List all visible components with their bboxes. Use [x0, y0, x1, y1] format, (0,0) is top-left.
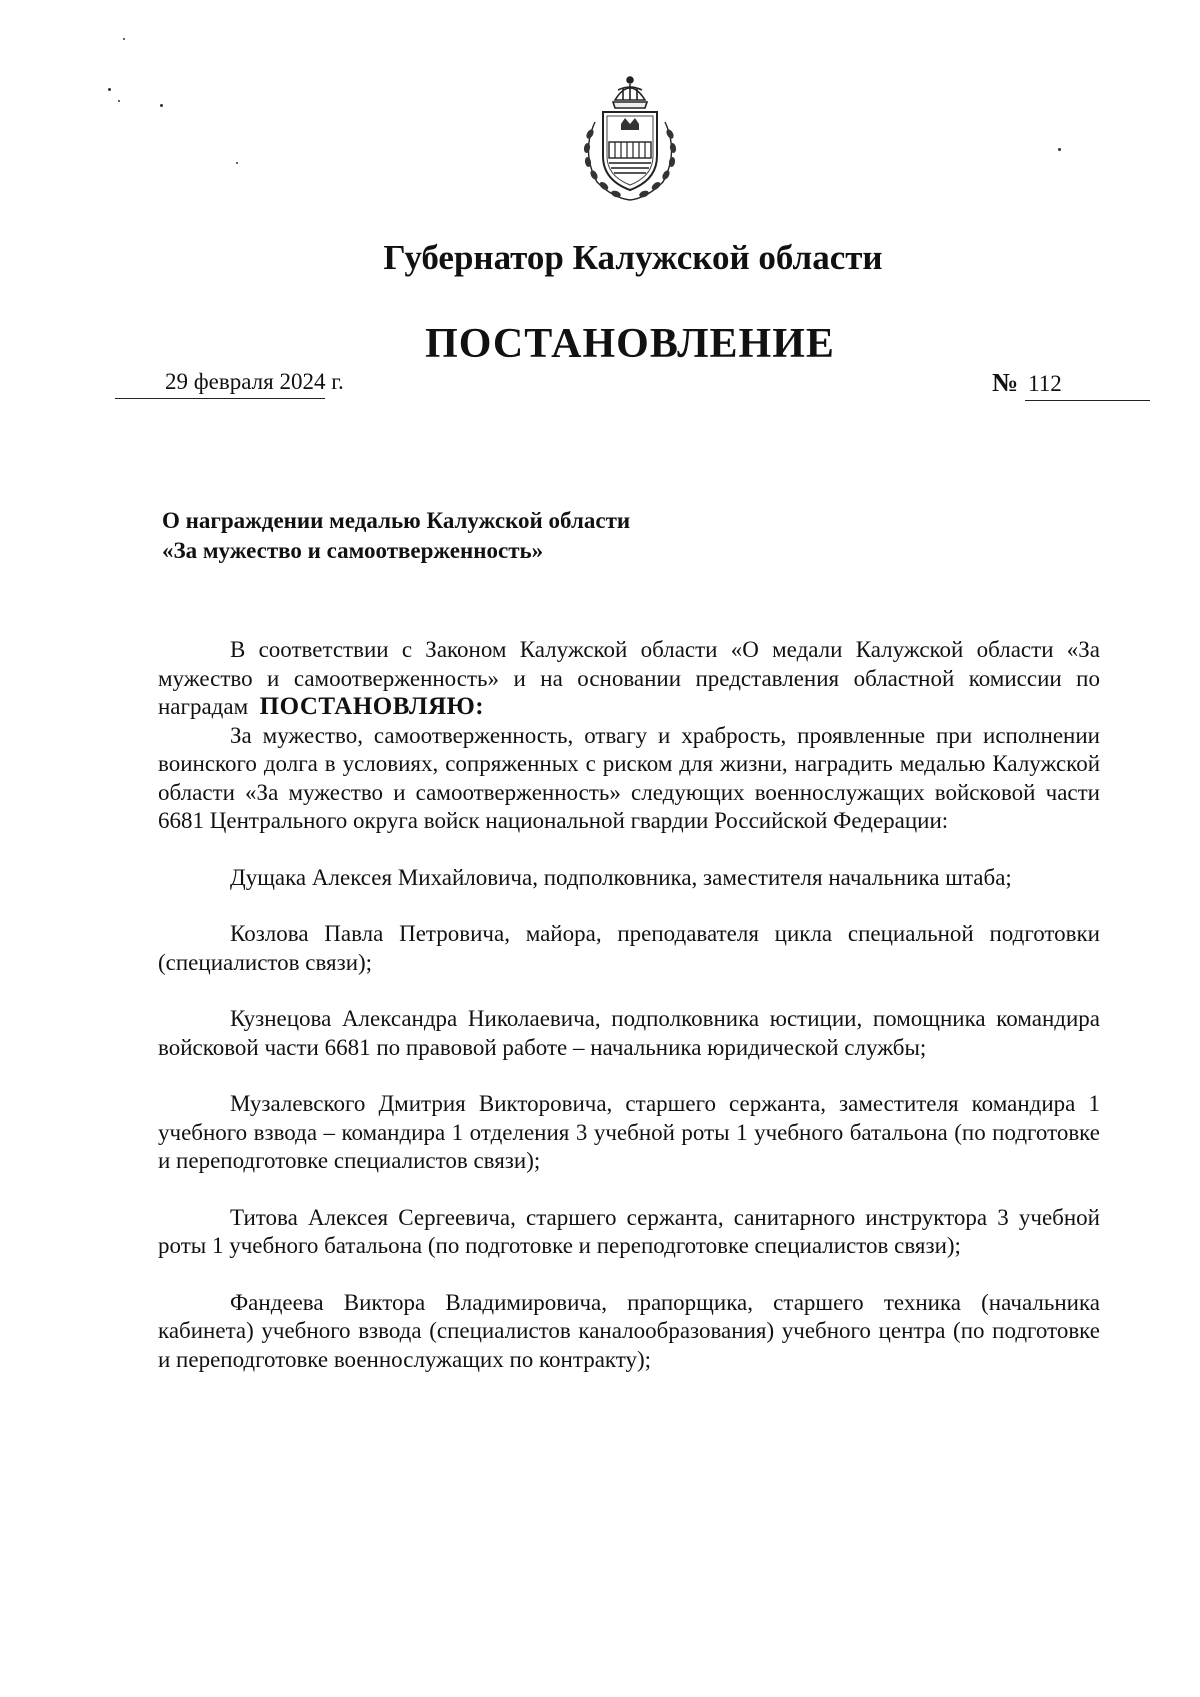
document-date: 29 февраля 2024 г.	[165, 369, 344, 394]
preamble-text: В соответствии с Законом Калужской области «О медали Калужской области «За мужество и самоотверженность» и на основании представления областной комиссии по наградам	[158, 637, 1100, 719]
award-intro-paragraph: За мужество, самоотверженность, отвагу и храбрость, проявленные при исполнении воинского долга в условиях, сопряженных с риском для жизни, наградить медалью Калужской области «За мужество и самоотверженность» следующих военнослужащих войсковой части 6681 Центрального округа войск национальной гвардии Российской Федерации:	[158, 722, 1100, 833]
document-type-title: ПОСТАНОВЛЕНИЕ	[425, 321, 835, 367]
awardee-item: Фандеева Виктора Владимировича, прапорщика, старшего техника (начальника кабинета) учебного взвода (специалистов каналообразования) учебного центра (по подготовке и переподготовке военнослужащих по контракту);	[158, 1289, 1100, 1372]
subject-line-2: «За мужество и самоотверженность»	[162, 538, 544, 563]
document-subject	[162, 506, 630, 566]
document-number: 112	[1028, 371, 1062, 396]
scan-speck	[118, 100, 120, 102]
awardee-item: Титова Алексея Сергеевича, старшего сержанта, санитарного инструктора 3 учебной роты 1 учебного батальона (по подготовке и переподготовке специалистов связи);	[158, 1204, 1100, 1258]
coat-of-arms-icon	[573, 72, 687, 204]
preamble-paragraph	[158, 636, 1100, 722]
document-body	[158, 636, 1100, 1374]
date-underline	[115, 398, 325, 399]
awardee-item: Дущака Алексея Михайловича, подполковника, заместителя начальника штаба;	[230, 864, 1012, 890]
number-sign: №	[992, 368, 1019, 397]
awardee-item: Музалевского Дмитрия Викторовича, старшего сержанта, заместителя командира 1 учебного взвода – командира 1 отделения 3 учебной роты 1 учебного батальона (по подготовке и переподготовке специалистов связи);	[158, 1091, 1100, 1173]
decree-word: ПОСТАНОВЛЯЮ:	[259, 693, 485, 720]
subject-line-1: О награждении медалью Калужской области	[162, 508, 631, 533]
scan-speck	[1058, 148, 1061, 151]
number-underline	[1025, 400, 1150, 401]
scan-speck	[236, 162, 238, 164]
awardee-item: Кузнецова Александра Николаевича, подполковника юстиции, помощника командира войсковой части 6681 по правовой работе – начальника юридической службы;	[158, 1006, 1100, 1060]
issuer-title: Губернатор Калужской области	[383, 238, 883, 277]
scan-speck	[108, 88, 111, 91]
awardee-item: Козлова Павла Петровича, майора, преподавателя цикла специальной подготовки (специалистов связи);	[158, 921, 1100, 975]
document-number-block	[992, 368, 1062, 399]
scan-speck	[123, 38, 125, 40]
scan-speck	[160, 104, 163, 107]
